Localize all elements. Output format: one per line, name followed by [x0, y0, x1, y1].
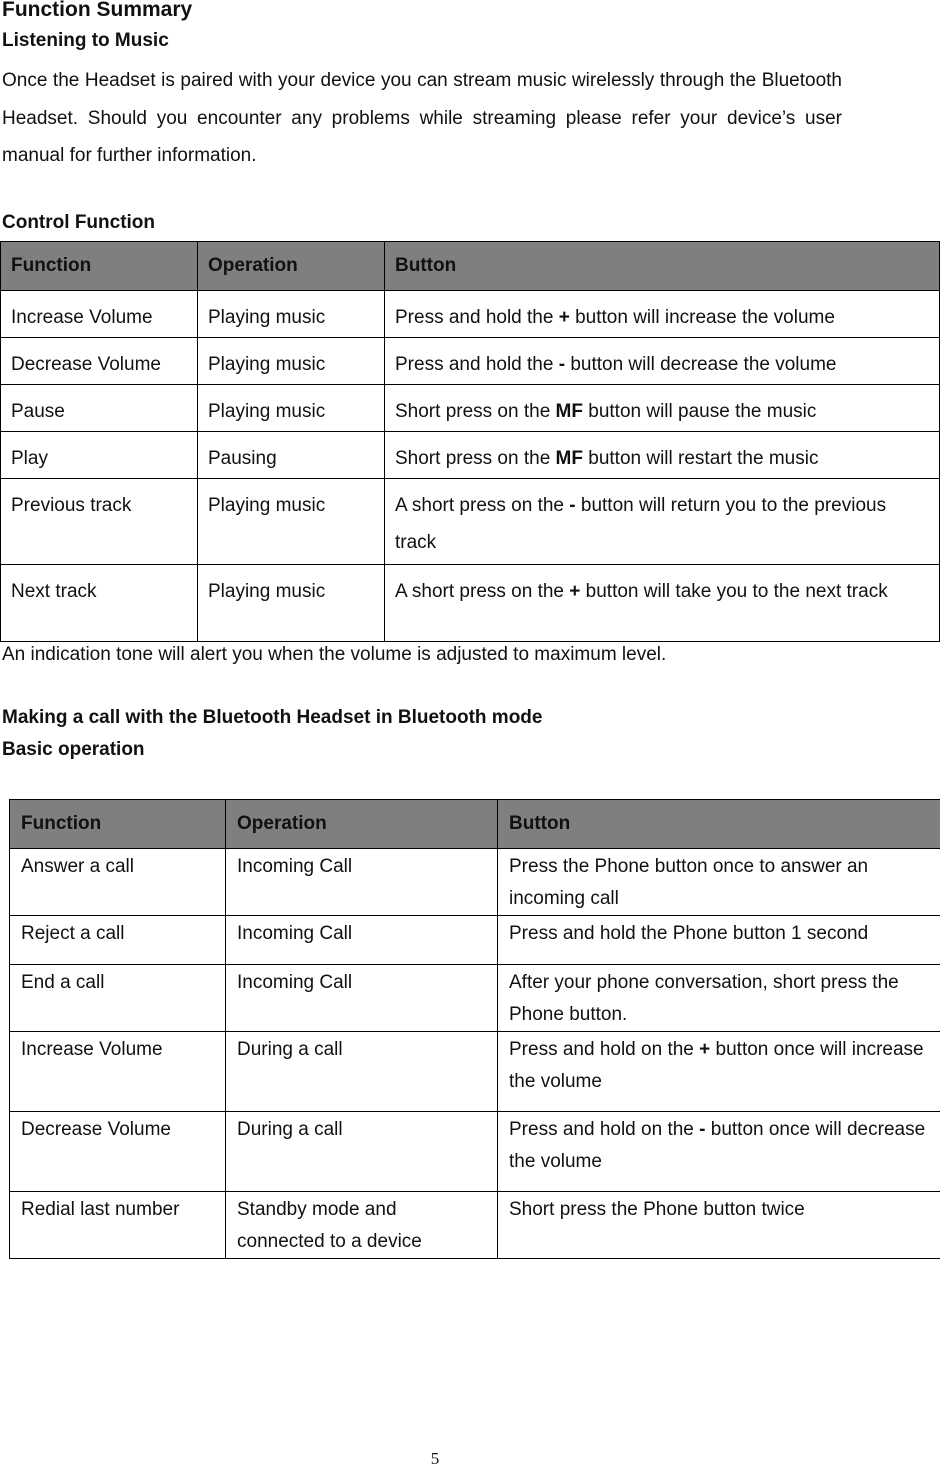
cell-function: Answer a call — [10, 849, 226, 916]
cell-button-text: Short press the Phone button twice — [509, 1199, 805, 1220]
page-title: Function Summary — [2, 0, 192, 22]
header-button: Button — [498, 800, 940, 849]
cell-button-text: button will restart the music — [583, 448, 818, 469]
section-heading-making-call: Making a call with the Bluetooth Headset in Bluetooth mode — [2, 707, 542, 729]
cell-operation: During a call — [226, 1032, 498, 1112]
page-number: 5 — [0, 1449, 870, 1469]
cell-operation: Playing music — [198, 338, 385, 385]
cell-button-text: Press and hold on the — [509, 1119, 699, 1140]
button-key: MF — [556, 448, 583, 469]
button-key: + — [559, 307, 570, 328]
cell-button-text: Press and hold the Phone button 1 second — [509, 923, 868, 944]
header-function: Function — [1, 242, 198, 291]
cell-function: Next track — [1, 565, 198, 642]
cell-function: Decrease Volume — [1, 338, 198, 385]
cell-function: Redial last number — [10, 1192, 226, 1259]
cell-button-text: button will return you to the previous track — [395, 495, 886, 553]
table-row — [10, 1112, 940, 1192]
cell-button-text: button will decrease the volume — [565, 354, 836, 375]
cell-button-text: Press the Phone button once to answer an incoming call — [509, 856, 868, 909]
header-button: Button — [385, 242, 940, 291]
table-row — [10, 1032, 940, 1112]
cell-operation: Playing music — [198, 565, 385, 642]
cell-button-text: Short press on the — [395, 401, 556, 422]
button-key: + — [569, 581, 580, 602]
section-heading-basic: Basic operation — [2, 739, 145, 761]
cell-operation: During a call — [226, 1112, 498, 1192]
cell-button-text: After your phone conversation, short press the Phone button. — [509, 972, 899, 1025]
cell-button — [385, 385, 940, 432]
table-header-row — [10, 800, 940, 849]
table-row — [1, 479, 940, 565]
table-row — [1, 385, 940, 432]
table-row — [1, 338, 940, 385]
cell-button-text: Press and hold the — [395, 307, 559, 328]
button-key: - — [699, 1119, 705, 1140]
cell-button-text: A short press on the — [395, 581, 569, 602]
cell-function: End a call — [10, 965, 226, 1032]
cell-button — [385, 338, 940, 385]
table-header-row — [1, 242, 940, 291]
cell-function: Increase Volume — [10, 1032, 226, 1112]
cell-function: Pause — [1, 385, 198, 432]
cell-button-text: A short press on the — [395, 495, 569, 516]
button-key: - — [559, 354, 565, 375]
cell-button-text: button will pause the music — [583, 401, 816, 422]
header-function: Function — [10, 800, 226, 849]
cell-operation: Standby mode and connected to a device — [226, 1192, 498, 1259]
cell-button-text: button will take you to the next track — [580, 581, 887, 602]
cell-button-text: button once will decrease the volume — [509, 1119, 925, 1172]
control-function-table — [0, 241, 940, 642]
button-key: MF — [556, 401, 583, 422]
cell-operation: Playing music — [198, 385, 385, 432]
cell-button — [498, 849, 940, 916]
cell-function: Play — [1, 432, 198, 479]
cell-button — [498, 916, 940, 965]
cell-button — [385, 565, 940, 642]
cell-button — [498, 1112, 940, 1192]
cell-operation: Playing music — [198, 479, 385, 565]
cell-operation: Pausing — [198, 432, 385, 479]
cell-operation: Incoming Call — [226, 965, 498, 1032]
table-row — [10, 849, 940, 916]
table-row — [10, 965, 940, 1032]
table-row — [10, 1192, 940, 1259]
intro-paragraph: Once the Headset is paired with your device you can stream music wirelessly through the Bluetooth Headset. Should you encounter any problems while streaming please refer your device’s user manual for further information. — [2, 62, 842, 175]
button-key: + — [699, 1039, 710, 1060]
cell-button-text: Press and hold the — [395, 354, 559, 375]
section-heading-control: Control Function — [2, 212, 155, 234]
cell-operation: Incoming Call — [226, 849, 498, 916]
cell-button-text: Short press on the — [395, 448, 556, 469]
cell-button — [385, 291, 940, 338]
cell-function: Previous track — [1, 479, 198, 565]
cell-function: Increase Volume — [1, 291, 198, 338]
cell-button — [498, 1032, 940, 1112]
table-row — [1, 291, 940, 338]
table-row — [1, 565, 940, 642]
volume-note: An indication tone will alert you when the volume is adjusted to maximum level. — [2, 644, 666, 666]
cell-button-text: button once will increase the volume — [509, 1039, 924, 1092]
cell-function: Reject a call — [10, 916, 226, 965]
cell-button-text: Press and hold on the — [509, 1039, 699, 1060]
section-heading-listening: Listening to Music — [2, 30, 169, 52]
basic-operation-table — [9, 799, 940, 1259]
cell-button — [498, 965, 940, 1032]
table-row — [10, 916, 940, 965]
header-operation: Operation — [198, 242, 385, 291]
header-operation: Operation — [226, 800, 498, 849]
button-key: - — [569, 495, 575, 516]
cell-button-text: button will increase the volume — [570, 307, 835, 328]
cell-operation: Playing music — [198, 291, 385, 338]
table-row — [1, 432, 940, 479]
cell-button — [498, 1192, 940, 1259]
cell-operation: Incoming Call — [226, 916, 498, 965]
cell-button — [385, 479, 940, 565]
cell-button — [385, 432, 940, 479]
cell-function: Decrease Volume — [10, 1112, 226, 1192]
